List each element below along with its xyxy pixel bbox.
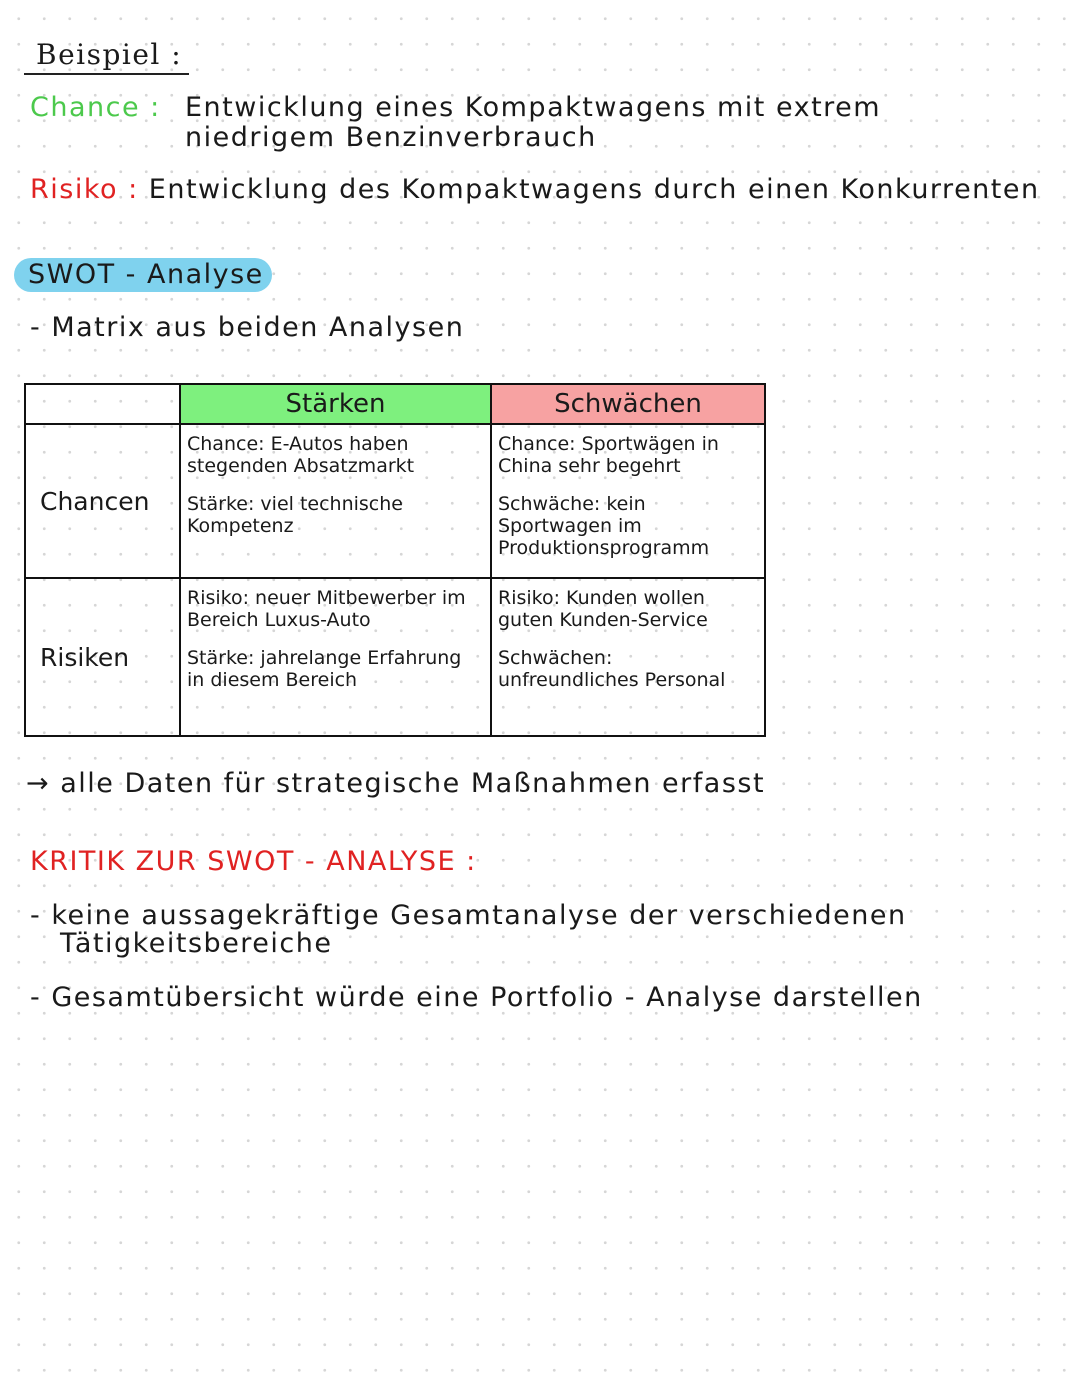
cell-entry: Chance: E-Autos haben stegenden Absatzmarkt	[187, 433, 415, 477]
kritik-bullet-1: - keine aussagekräftige Gesamtanalyse der verschiedenen	[30, 900, 907, 931]
beispiel-title: Beispiel :	[36, 38, 183, 71]
kritik-bullet-2: - Gesamtübersicht würde eine Portfolio - Analyse darstellen	[30, 982, 923, 1013]
risiko-text: Entwicklung des Kompaktwagens durch einen Konkurrenten	[148, 174, 1040, 205]
row-label-risiken: Risiken	[25, 578, 180, 736]
cell-entry: Chance: Sportwägen in China sehr begehrt	[498, 433, 719, 477]
chance-label: Chance :	[30, 92, 161, 123]
swot-matrix-table	[24, 383, 766, 737]
table-row-risiken	[25, 578, 765, 736]
schwaechen-header: Schwächen	[491, 384, 765, 424]
cell-entry: Stärke: viel technische Kompetenz	[187, 493, 403, 537]
corner-cell	[25, 384, 180, 424]
cell-risiken-schwaechen	[491, 578, 765, 736]
table-header-row	[25, 384, 765, 424]
cell-risiken-staerken	[180, 578, 491, 736]
kritik-bullet-1-continued: Tätigkeitsbereiche	[60, 928, 333, 959]
chance-text-line1: Entwicklung eines Kompaktwagens mit extrem	[185, 92, 882, 123]
staerken-header: Stärken	[180, 384, 491, 424]
matrix-line: - Matrix aus beiden Analysen	[30, 312, 465, 343]
cell-chancen-staerken	[180, 424, 491, 578]
swot-heading: SWOT - Analyse	[14, 258, 272, 292]
table-row-chancen	[25, 424, 765, 578]
cell-entry: Risiko: neuer Mitbewerber im Bereich Luxus-Auto	[187, 587, 466, 631]
cell-entry: Risiko: Kunden wollen guten Kunden-Service	[498, 587, 708, 631]
conclusion-line: → alle Daten für strategische Maßnahmen erfasst	[26, 768, 766, 799]
risiko-label: Risiko :	[30, 174, 139, 205]
cell-entry: Schwächen: unfreundliches Personal	[498, 647, 726, 691]
cell-entry: Schwäche: kein Sportwagen im Produktionsprogramm	[498, 493, 710, 559]
cell-entry: Stärke: jahrelange Erfahrung in diesem Bereich	[187, 647, 462, 691]
title-underline	[24, 73, 189, 75]
row-label-chancen: Chancen	[25, 424, 180, 578]
cell-chancen-schwaechen	[491, 424, 765, 578]
kritik-heading: KRITIK ZUR SWOT - ANALYSE :	[30, 846, 477, 877]
risiko-row	[30, 174, 1040, 205]
chance-text-line2: niedrigem Benzinverbrauch	[185, 122, 597, 153]
